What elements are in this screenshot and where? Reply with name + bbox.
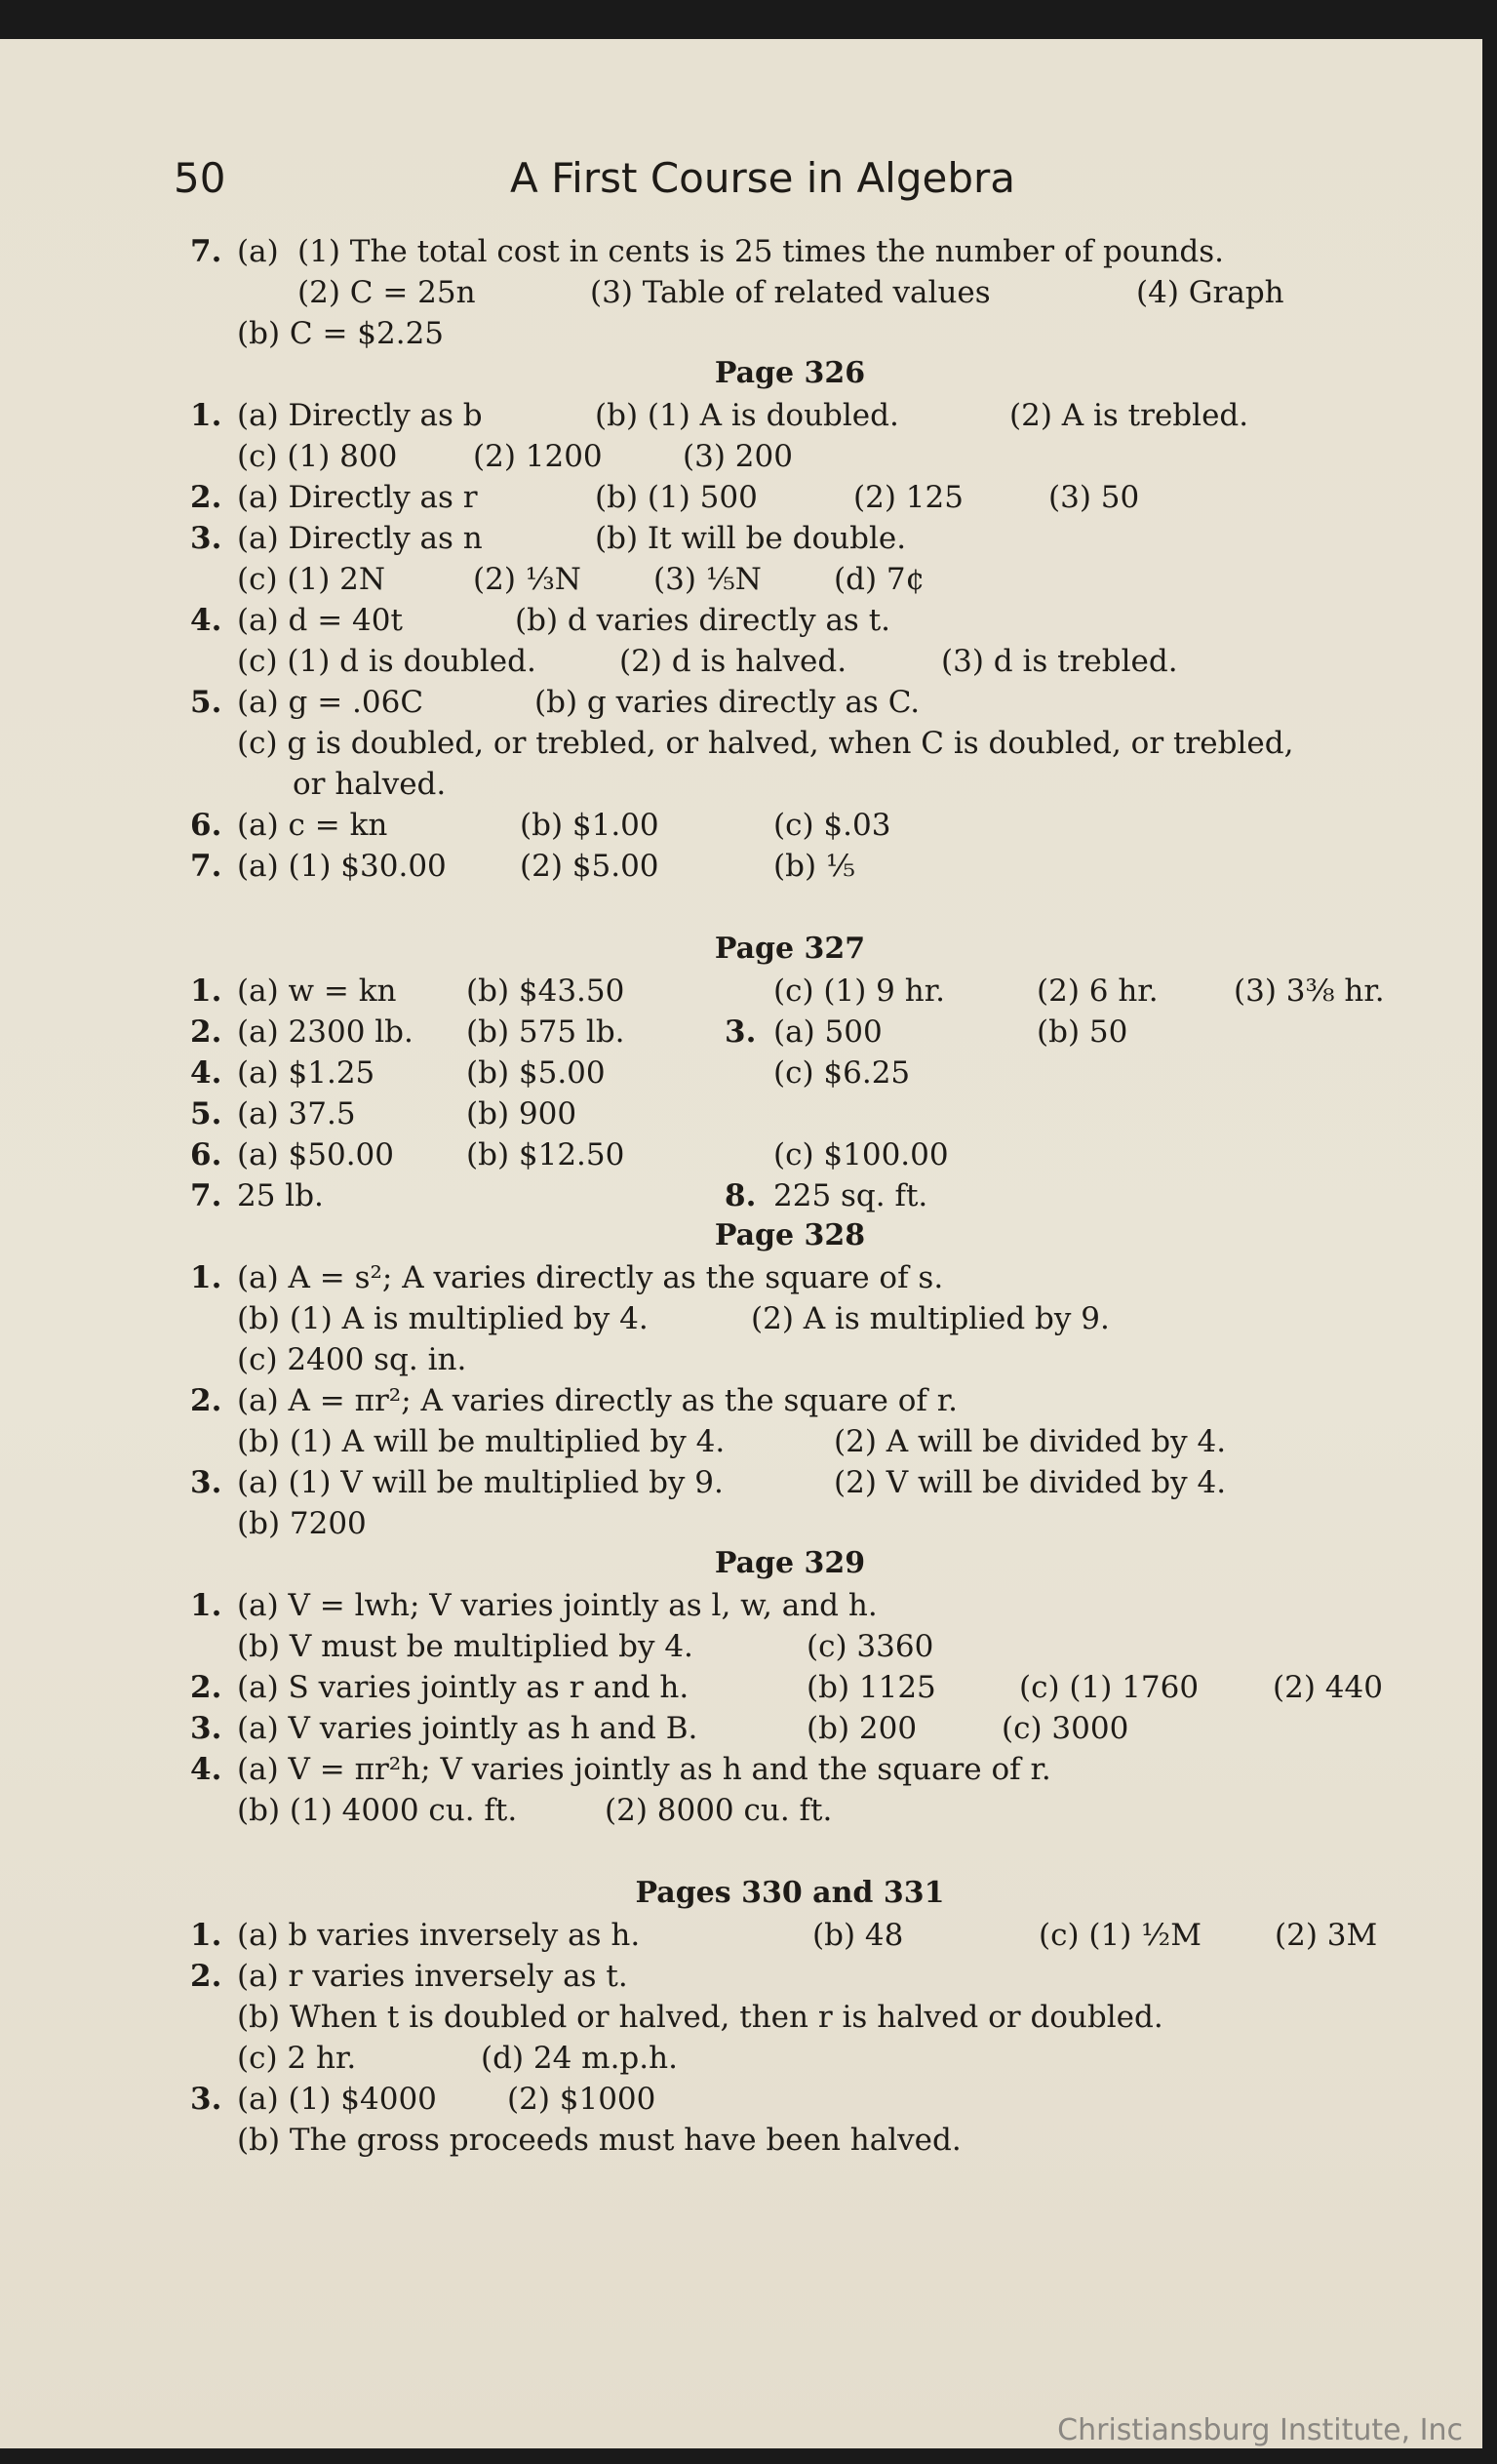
- answer-line: [190, 1093, 1390, 1133]
- problem-number: 2.: [190, 1014, 222, 1050]
- answer-text: (a) A = s²; A varies directly as the square of s.: [237, 1260, 944, 1295]
- answer-text: (a) Directly as b: [237, 398, 483, 433]
- answer-line: [190, 2078, 1390, 2119]
- section-heading: Page 326: [714, 356, 866, 390]
- answer-line: [190, 1502, 1390, 1543]
- answer-text: (a) b varies inversely as h.: [237, 1918, 641, 1953]
- section-heading: Page 328: [714, 1218, 866, 1252]
- answer-line: [190, 681, 1390, 722]
- answer-line: [190, 722, 1390, 763]
- answer-text: (3) d is trebled.: [941, 644, 1178, 679]
- answer-text: (b) 7200: [237, 1506, 367, 1541]
- answer-line: [190, 1174, 1390, 1215]
- answer-text: (a) (1) $4000: [237, 2082, 437, 2117]
- answer-text: (b) $43.50: [466, 974, 625, 1009]
- answer-text: (3) ⅕N: [653, 562, 762, 597]
- answer-text: (a) V = lwh; V varies jointly as l, w, and h.: [237, 1588, 878, 1623]
- answer-text: (4) Graph: [1136, 275, 1284, 310]
- answer-line: [190, 1707, 1390, 1748]
- answer-line: [190, 394, 1390, 435]
- answer-line: [190, 271, 1390, 312]
- answer-line: [190, 970, 1390, 1011]
- answer-text: (b) 48: [812, 1918, 904, 1953]
- answer-text: (b) It will be double.: [595, 521, 907, 556]
- answer-text: (c) g is doubled, or trebled, or halved, when C is doubled, or trebled,: [237, 726, 1294, 761]
- problem-number: 6.: [190, 808, 222, 843]
- problem-number: 2.: [190, 480, 222, 515]
- answer-text: (1) The total cost in cents is 25 times the number of pounds.: [297, 234, 1225, 269]
- answer-text: (2) A is trebled.: [1009, 398, 1249, 433]
- answer-text: 25 lb.: [237, 1178, 324, 1213]
- answer-text: (b) g varies directly as C.: [534, 685, 921, 720]
- answer-text: (b) C = $2.25: [237, 316, 445, 351]
- answer-line: [190, 476, 1390, 517]
- answer-text: (2) $5.00: [520, 849, 659, 884]
- answer-text: (2) A is multiplied by 9.: [751, 1301, 1110, 1336]
- answer-text: (2) 8000 cu. ft.: [605, 1793, 833, 1828]
- answer-line: [190, 1420, 1390, 1461]
- answer-text: (b) $12.50: [466, 1137, 625, 1172]
- answer-text: (a) Directly as n: [237, 521, 483, 556]
- answer-text: (2) 1200: [473, 439, 603, 474]
- answer-text: (b) 200: [807, 1711, 918, 1746]
- answer-text: (b) 50: [1037, 1014, 1128, 1050]
- answer-text: (2) ⅓N: [473, 562, 581, 597]
- answer-text: (a) V = πr²h; V varies jointly as h and the square of r.: [237, 1752, 1051, 1787]
- answer-text: (b) The gross proceeds must have been halved.: [237, 2123, 962, 2158]
- answer-text: (b) ⅕: [773, 849, 855, 884]
- answer-text: (3) Table of related values: [590, 275, 991, 310]
- answer-text: (a) 37.5: [237, 1096, 356, 1132]
- answer-line: [190, 1133, 1390, 1174]
- answer-text: (2) C = 25n: [297, 275, 476, 310]
- answer-text: (b) (1) 4000 cu. ft.: [237, 1793, 518, 1828]
- answer-text: (2) 3M: [1275, 1918, 1378, 1953]
- section-heading: Page 329: [714, 1546, 866, 1580]
- answer-line: [190, 1789, 1390, 1830]
- answer-text: (b) (1) 500: [595, 480, 758, 515]
- answer-text: (2) V will be divided by 4.: [834, 1465, 1227, 1500]
- answer-text: or halved.: [293, 767, 447, 802]
- answer-key-body: [190, 230, 1390, 2160]
- answer-text: (a) $1.25: [237, 1055, 375, 1091]
- answer-text: (a) $50.00: [237, 1137, 394, 1172]
- problem-number: 3.: [190, 1465, 222, 1500]
- problem-number: 1.: [190, 398, 222, 433]
- answer-line: [190, 1461, 1390, 1502]
- answer-line: [190, 558, 1390, 599]
- answer-line: [190, 1666, 1390, 1707]
- book-page: [0, 39, 1482, 2448]
- answer-text: (2) 440: [1273, 1670, 1383, 1705]
- problem-number: 3.: [190, 521, 222, 556]
- page-title: A First Course in Algebra: [510, 154, 1016, 202]
- answer-line: [190, 2037, 1390, 2078]
- section-heading: Pages 330 and 331: [635, 1876, 945, 1910]
- answer-text: (c) (1) 800: [237, 439, 398, 474]
- answer-line: [190, 435, 1390, 476]
- answer-text: (b) 1125: [807, 1670, 936, 1705]
- answer-text: (a) A = πr²; A varies directly as the square of r.: [237, 1383, 958, 1418]
- answer-text: (a) g = .06C: [237, 685, 424, 720]
- page-number: 50: [174, 154, 226, 202]
- answer-text: (2) A will be divided by 4.: [834, 1424, 1227, 1459]
- answer-line: [190, 804, 1390, 845]
- answer-line: [190, 1052, 1390, 1093]
- problem-number: 3.: [190, 2082, 222, 2117]
- problem-number: 8.: [725, 1178, 757, 1213]
- answer-text: (c) $100.00: [773, 1137, 949, 1172]
- answer-line: [190, 1914, 1390, 1955]
- problem-number: 1.: [190, 974, 222, 1009]
- answer-text: (2) d is halved.: [619, 644, 847, 679]
- answer-line: [190, 1256, 1390, 1297]
- problem-number: 5.: [190, 685, 222, 720]
- problem-number: 4.: [190, 1752, 222, 1787]
- answer-text: (a) (1) $30.00: [237, 849, 447, 884]
- answer-text: (c) (1) 2N: [237, 562, 386, 597]
- answer-text: (a) 500: [773, 1014, 883, 1050]
- problem-number: 2.: [190, 1383, 222, 1418]
- answer-text: (2) 125: [853, 480, 964, 515]
- answer-text: (b) $5.00: [466, 1055, 606, 1091]
- answer-text: (c) 3000: [1002, 1711, 1129, 1746]
- problem-number: 7.: [190, 849, 222, 884]
- answer-text: (a) S varies jointly as r and h.: [237, 1670, 689, 1705]
- problem-number: 4.: [190, 603, 222, 638]
- spacer: [190, 1830, 1390, 1873]
- problem-number: 3.: [725, 1014, 757, 1050]
- answer-text: (a) V varies jointly as h and B.: [237, 1711, 698, 1746]
- answer-line: [190, 845, 1390, 886]
- problem-number: 7.: [190, 234, 222, 269]
- answer-text: (b) (1) A is multiplied by 4.: [237, 1301, 649, 1336]
- answer-text: (c) (1) ½M: [1039, 1918, 1202, 1953]
- problem-number: 1.: [190, 1260, 222, 1295]
- answer-text: (d) 7¢: [834, 562, 926, 597]
- answer-text: (c) (1) 1760: [1019, 1670, 1200, 1705]
- answer-text: (c) (1) d is doubled.: [237, 644, 536, 679]
- problem-number: 1.: [190, 1918, 222, 1953]
- credit-watermark: Christiansburg Institute, Inc: [1057, 2413, 1463, 2447]
- answer-text: (a) d = 40t: [237, 603, 403, 638]
- problem-number: 4.: [190, 1055, 222, 1091]
- answer-line: [190, 1338, 1390, 1379]
- answer-text: (b) When t is doubled or halved, then r is halved or doubled.: [237, 2000, 1163, 2035]
- answer-line: [190, 599, 1390, 640]
- answer-text: (c) (1) 9 hr.: [773, 974, 945, 1009]
- answer-line: [190, 312, 1390, 353]
- answer-text: (b) (1) A is doubled.: [595, 398, 899, 433]
- answer-line: [190, 763, 1390, 804]
- answer-text: (a) (1) V will be multiplied by 9.: [237, 1465, 724, 1500]
- answer-line: [190, 1625, 1390, 1666]
- answer-line: [190, 1297, 1390, 1338]
- answer-text: (c) 2 hr.: [237, 2041, 357, 2076]
- answer-line: [190, 1584, 1390, 1625]
- answer-text: (a) w = kn: [237, 974, 397, 1009]
- problem-number: 5.: [190, 1096, 222, 1132]
- answer-text: (b) (1) A will be multiplied by 4.: [237, 1424, 726, 1459]
- answer-text: (3) 3⅜ hr.: [1234, 974, 1385, 1009]
- answer-text: (b) d varies directly as t.: [515, 603, 891, 638]
- answer-text: (b) $1.00: [520, 808, 659, 843]
- answer-text: (3) 200: [683, 439, 793, 474]
- answer-text: (c) $.03: [773, 808, 891, 843]
- answer-line: [190, 2119, 1390, 2160]
- answer-text: (b) V must be multiplied by 4.: [237, 1629, 693, 1664]
- answer-line: [190, 1011, 1390, 1052]
- answer-text: (a) Directly as r: [237, 480, 478, 515]
- answer-text: (c) 3360: [807, 1629, 934, 1664]
- page-header: [174, 154, 1365, 222]
- answer-text: (a) c = kn: [237, 808, 388, 843]
- answer-text: 225 sq. ft.: [773, 1178, 928, 1213]
- problem-number: 2.: [190, 1670, 222, 1705]
- problem-number: 7.: [190, 1178, 222, 1213]
- answer-text: (2) $1000: [507, 2082, 656, 2117]
- section-heading: Page 327: [714, 932, 866, 966]
- problem-number: 1.: [190, 1588, 222, 1623]
- answer-text: (a): [237, 234, 279, 269]
- answer-text: (a) r varies inversely as t.: [237, 1959, 628, 1994]
- spacer: [190, 886, 1390, 929]
- answer-line: [190, 1748, 1390, 1789]
- answer-line: [190, 517, 1390, 558]
- problem-number: 2.: [190, 1959, 222, 1994]
- answer-text: (d) 24 m.p.h.: [481, 2041, 678, 2076]
- answer-text: (c) 2400 sq. in.: [237, 1342, 467, 1377]
- answer-text: (c) $6.25: [773, 1055, 911, 1091]
- problem-number: 6.: [190, 1137, 222, 1172]
- answer-line: [190, 230, 1390, 271]
- answer-text: (b) 575 lb.: [466, 1014, 625, 1050]
- answer-text: (a) 2300 lb.: [237, 1014, 414, 1050]
- answer-line: [190, 640, 1390, 681]
- answer-text: (b) 900: [466, 1096, 577, 1132]
- answer-line: [190, 1379, 1390, 1420]
- answer-line: [190, 1955, 1390, 1996]
- answer-text: (3) 50: [1048, 480, 1140, 515]
- answer-text: (2) 6 hr.: [1037, 974, 1159, 1009]
- problem-number: 3.: [190, 1711, 222, 1746]
- answer-line: [190, 1996, 1390, 2037]
